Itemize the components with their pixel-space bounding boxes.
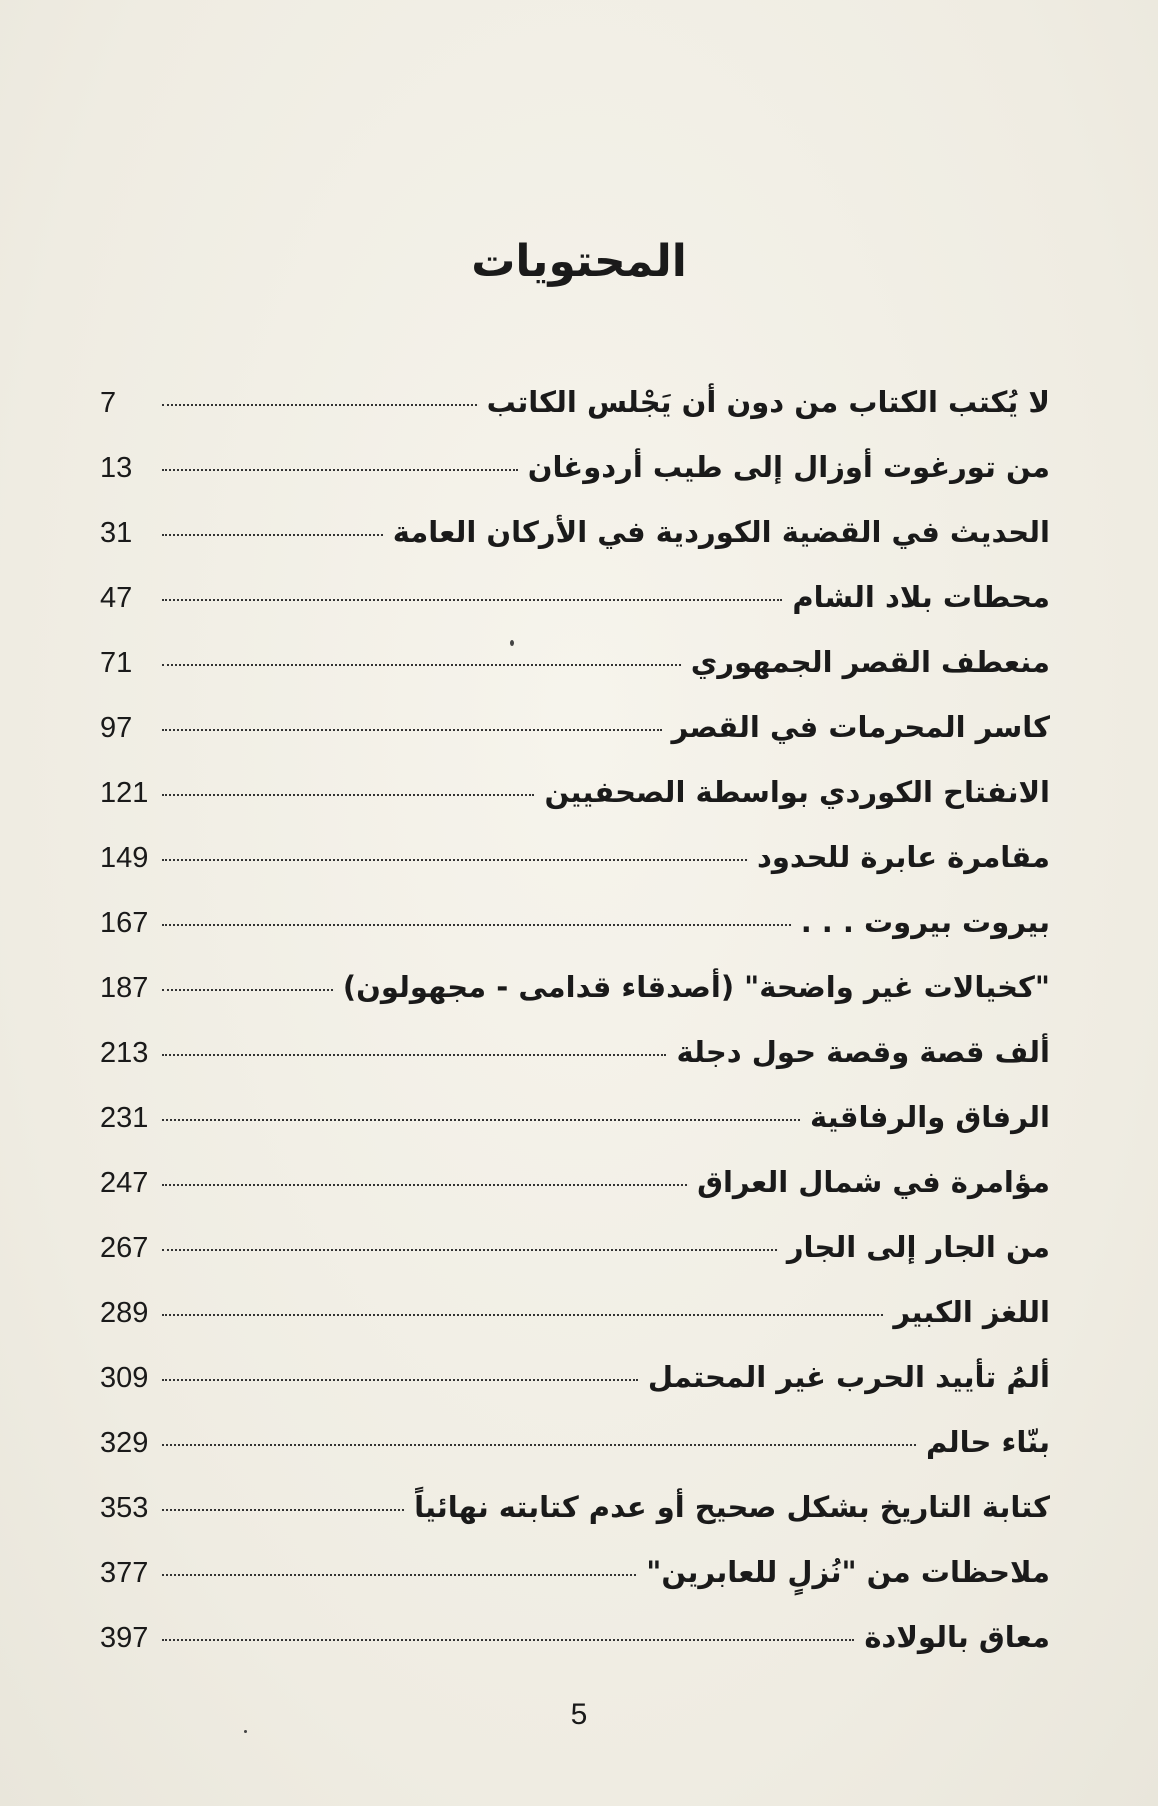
toc-entry-title: لا يُكتب الكتاب من دون أن يَجْلس الكاتب: [486, 385, 1050, 419]
toc-entry-page: 167: [100, 907, 149, 939]
toc-entry-title: من تورغوت أوزال إلى طيب أردوغان: [527, 450, 1050, 484]
toc-entry: [100, 710, 1050, 775]
toc-entry: [100, 1620, 1050, 1685]
toc-entry-title: محطات بلاد الشام: [792, 580, 1050, 614]
toc-entry-title: بيروت بيروت . . .: [800, 905, 1050, 939]
toc-entry-page: 309: [100, 1362, 149, 1394]
toc-entry-page: 247: [100, 1167, 149, 1199]
dot-leader: [162, 1054, 666, 1056]
toc-entry-page: 149: [100, 842, 149, 874]
toc-entry-title: كاسر المحرمات في القصر: [671, 710, 1050, 744]
toc-entry: [100, 645, 1050, 710]
toc-entry-page: 213: [100, 1037, 149, 1069]
toc-entry-page: 121: [100, 777, 149, 809]
dot-leader: [162, 1314, 883, 1316]
toc-entry-page: 187: [100, 972, 149, 1004]
toc-entry-page: 397: [100, 1622, 149, 1654]
toc-entry-title: الانفتاح الكوردي بواسطة الصحفيين: [544, 775, 1050, 809]
dot-leader: [162, 989, 333, 991]
toc-entry: [100, 450, 1050, 515]
toc-entry-page: 47: [100, 582, 133, 614]
toc-entry: [100, 905, 1050, 970]
toc-entry-page: 377: [100, 1557, 149, 1589]
toc-entry-title: الحديث في القضية الكوردية في الأركان العامة: [392, 515, 1050, 549]
dot-leader: [162, 599, 782, 601]
toc-entry: [100, 1035, 1050, 1100]
toc-entry-page: 97: [100, 712, 133, 744]
toc-entry: [100, 1165, 1050, 1230]
toc-entry-title: ألمُ تأييد الحرب غير المحتمل: [647, 1360, 1050, 1394]
ink-speck: [510, 640, 514, 646]
dot-leader: [162, 1639, 854, 1641]
toc-entry-page: 289: [100, 1297, 149, 1329]
toc-entry: [100, 1100, 1050, 1165]
toc-entry: [100, 970, 1050, 1035]
toc-entry-page: 329: [100, 1427, 149, 1459]
toc-entry-title: اللغز الكبير: [893, 1295, 1050, 1329]
dot-leader: [162, 534, 383, 536]
toc-entry-title: منعطف القصر الجمهوري: [690, 645, 1050, 679]
toc-entry-title: مقامرة عابرة للحدود: [756, 840, 1050, 874]
dot-leader: [162, 859, 747, 861]
dot-leader: [162, 1184, 687, 1186]
toc-entry-page: 267: [100, 1232, 149, 1264]
toc-entry: [100, 840, 1050, 905]
dot-leader: [162, 1444, 916, 1446]
toc-entry-page: 13: [100, 452, 133, 484]
toc-entry: [100, 1230, 1050, 1295]
dot-leader: [162, 1249, 777, 1251]
toc-entry-page: 71: [100, 647, 133, 679]
toc-entry-title: من الجار إلى الجار: [786, 1230, 1050, 1264]
dot-leader: [162, 469, 518, 471]
dot-leader: [162, 664, 681, 666]
toc-entry-page: 31: [100, 517, 133, 549]
toc-entry: [100, 515, 1050, 580]
dot-leader: [162, 404, 477, 406]
toc-entry: [100, 1555, 1050, 1620]
toc-entry-title: ملاحظات من "نُزلٍ للعابرين": [646, 1555, 1050, 1589]
toc-entry-title: كتابة التاريخ بشكل صحيح أو عدم كتابته نهائياً: [414, 1490, 1050, 1524]
toc-entry-title: "كخيالات غير واضحة" (أصدقاء قدامى - مجهولون): [342, 970, 1050, 1004]
toc-entry: [100, 1490, 1050, 1555]
dot-leader: [162, 924, 791, 926]
page-number: 5: [570, 1698, 588, 1731]
toc-entry: [100, 1360, 1050, 1425]
toc-entry-title: بنّاء حالم: [926, 1425, 1050, 1459]
dot-leader: [162, 729, 662, 731]
dot-leader: [162, 1509, 404, 1511]
toc-entry-title: ألف قصة وقصة حول دجلة: [676, 1035, 1050, 1069]
toc-entry: [100, 580, 1050, 645]
page-title: المحتويات: [471, 236, 687, 287]
toc-entry-title: معاق بالولادة: [864, 1620, 1050, 1654]
toc-entry-title: الرفاق والرفاقية: [810, 1100, 1050, 1134]
toc-entry-page: 353: [100, 1492, 149, 1524]
toc-entry-page: 7: [100, 387, 117, 419]
toc-entry: [100, 1295, 1050, 1360]
toc-entry-page: 231: [100, 1102, 149, 1134]
dot-leader: [162, 1379, 638, 1381]
dot-leader: [162, 1574, 636, 1576]
dot-leader: [162, 794, 534, 796]
dot-leader: [162, 1119, 800, 1121]
toc-entry: [100, 1425, 1050, 1490]
toc-entry: [100, 385, 1050, 450]
toc-entry: [100, 775, 1050, 840]
table-of-contents: [100, 385, 1050, 1685]
toc-entry-title: مؤامرة في شمال العراق: [697, 1165, 1050, 1199]
